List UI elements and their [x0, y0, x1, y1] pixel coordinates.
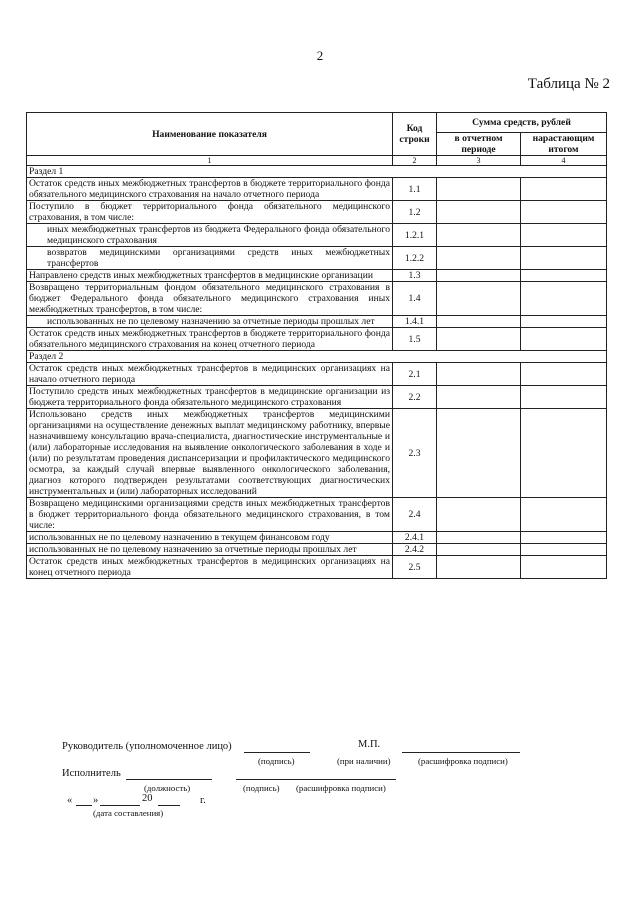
table-row [27, 282, 607, 316]
col-number: 3 [437, 156, 521, 166]
position-caption: (должность) [144, 783, 191, 793]
indicator-name: Поступило средств иных межбюджетных трансфертов в медицинские организации из бюджета территориального фонда обязательного медицинского страхования [27, 386, 393, 409]
cumulative-sum-cell [521, 201, 607, 224]
head-signature-line [244, 752, 310, 753]
indicator-name: Остаток средств иных межбюджетных трансфертов в медицинских организациях на начало отчетного периода [27, 363, 393, 386]
table-row [27, 532, 607, 544]
row-code: 2.4 [393, 498, 437, 532]
executor-label: Исполнитель [62, 768, 121, 779]
executor-signature-line [236, 779, 396, 780]
indicator-name: Остаток средств иных межбюджетных трансфертов в бюджете территориального фонда обязательного медицинского страхования на начало отчетного периода [27, 178, 393, 201]
cumulative-sum-cell [521, 544, 607, 556]
table-row [27, 498, 607, 532]
date-open-quote: « [67, 795, 73, 806]
row-code: 1.2.1 [393, 224, 437, 247]
header-cumulative: нарастающим итогом [521, 133, 607, 156]
row-code: 1.2 [393, 201, 437, 224]
col-number: 2 [393, 156, 437, 166]
table-row [27, 201, 607, 224]
date-year-prefix: 20 [142, 793, 153, 804]
table-row [27, 363, 607, 386]
cumulative-sum-cell [521, 386, 607, 409]
period-sum-cell [437, 328, 521, 351]
decoding-caption: (расшифровка подписи) [418, 756, 508, 766]
table-row [27, 316, 607, 328]
indicator-name: Возвращено территориальным фондом обязательного медицинского страхования в бюджет Федерального фонда обязательного медицинского страхования иных межбюджетных трансфертов, в том числе: [27, 282, 393, 316]
indicator-name: Поступило в бюджет территориального фонда обязательного медицинского страхования, в том числе: [27, 201, 393, 224]
period-sum-cell [437, 316, 521, 328]
indicator-name: возвратов медицинскими организациями средств иных межбюджетных трансфертов [27, 247, 393, 270]
table-row [27, 556, 607, 579]
signature-caption: (подпись) [258, 756, 295, 766]
row-code: 2.1 [393, 363, 437, 386]
mp-label: М.П. [358, 739, 381, 750]
if-any-caption: (при наличии) [337, 756, 391, 766]
executor-position-line [126, 779, 212, 780]
header-period: в отчетном периоде [437, 133, 521, 156]
period-sum-cell [437, 532, 521, 544]
table-row [27, 409, 607, 498]
period-sum-cell [437, 282, 521, 316]
indicator-name: использованных не по целевому назначению за отчетные периоды прошлых лет [27, 316, 393, 328]
indicator-name: использованных не по целевому назначению в текущем финансовом году [27, 532, 393, 544]
date-year-line [158, 805, 180, 806]
indicator-name: Использовано средств иных межбюджетных трансфертов медицинскими организациями на осуществление денежных выплат медицинскому работнику, впервые назначившему консультацию врача-специалиста, диагностические инструментальные и (или) лабораторные исследования на выявление онкологического заболевания в ходе и (или) по результатам проведения диспансеризации и профилактического медицинского осмотра, за каждый случай впервые выявленного онкологического заболевания, диагноз которого подтвержден результатами соответствующих диагностических инструментальных и (или) лабораторных исследований [27, 409, 393, 498]
indicator-name: Остаток средств иных межбюджетных трансфертов в бюджете территориального фонда обязательного медицинского страхования на конец отчетного периода [27, 328, 393, 351]
row-code: 1.1 [393, 178, 437, 201]
table-row [27, 224, 607, 247]
period-sum-cell [437, 270, 521, 282]
cumulative-sum-cell [521, 532, 607, 544]
table-row [27, 270, 607, 282]
report-table [26, 112, 607, 579]
cumulative-sum-cell [521, 409, 607, 498]
date-year-suffix: г. [200, 795, 206, 806]
cumulative-sum-cell [521, 282, 607, 316]
date-close-quote: » [93, 795, 99, 806]
cumulative-sum-cell [521, 363, 607, 386]
col-number: 1 [27, 156, 393, 166]
date-day-line [76, 805, 92, 806]
row-code: 2.3 [393, 409, 437, 498]
row-code: 1.5 [393, 328, 437, 351]
cumulative-sum-cell [521, 178, 607, 201]
row-code: 2.2 [393, 386, 437, 409]
period-sum-cell [437, 556, 521, 579]
cumulative-sum-cell [521, 556, 607, 579]
indicator-name: Направлено средств иных межбюджетных трансфертов в медицинские организации [27, 270, 393, 282]
table-row [27, 386, 607, 409]
row-code: 2.4.2 [393, 544, 437, 556]
cumulative-sum-cell [521, 224, 607, 247]
table-row [27, 178, 607, 201]
table-row [27, 544, 607, 556]
header-code: Код строки [393, 113, 437, 156]
table-row [27, 247, 607, 270]
col-number: 4 [521, 156, 607, 166]
section-row [27, 351, 607, 363]
header-sum: Сумма средств, рублей [437, 113, 607, 133]
section-title: Раздел 1 [27, 166, 607, 178]
row-code: 2.5 [393, 556, 437, 579]
indicator-name: Остаток средств иных межбюджетных трансфертов в медицинских организациях на конец отчетного периода [27, 556, 393, 579]
period-sum-cell [437, 247, 521, 270]
period-sum-cell [437, 363, 521, 386]
head-decoding-line [402, 752, 520, 753]
cumulative-sum-cell [521, 270, 607, 282]
row-code: 1.3 [393, 270, 437, 282]
cumulative-sum-cell [521, 247, 607, 270]
period-sum-cell [437, 498, 521, 532]
header-name: Наименование показателя [27, 113, 393, 156]
executor-decoding-caption: (расшифровка подписи) [296, 783, 386, 793]
indicator-name: иных межбюджетных трансфертов из бюджета Федерального фонда обязательного медицинского страхования [27, 224, 393, 247]
table-row [27, 328, 607, 351]
row-code: 1.4 [393, 282, 437, 316]
period-sum-cell [437, 178, 521, 201]
page-number: 2 [316, 48, 324, 63]
period-sum-cell [437, 386, 521, 409]
cumulative-sum-cell [521, 498, 607, 532]
row-code: 1.2.2 [393, 247, 437, 270]
table-title: Таблица № 2 [527, 76, 610, 92]
indicator-name: использованных не по целевому назначению за отчетные периоды прошлых лет [27, 544, 393, 556]
row-code: 1.4.1 [393, 316, 437, 328]
head-label: Руководитель (уполномоченное лицо) [62, 741, 232, 752]
period-sum-cell [437, 409, 521, 498]
cumulative-sum-cell [521, 328, 607, 351]
date-caption: (дата составления) [93, 808, 164, 818]
row-code: 2.4.1 [393, 532, 437, 544]
section-title: Раздел 2 [27, 351, 607, 363]
cumulative-sum-cell [521, 316, 607, 328]
period-sum-cell [437, 224, 521, 247]
date-month-line [100, 805, 140, 806]
executor-signature-caption: (подпись) [243, 783, 280, 793]
period-sum-cell [437, 544, 521, 556]
section-row [27, 166, 607, 178]
indicator-name: Возвращено медицинскими организациями средств иных межбюджетных трансфертов в бюджет территориального фонда обязательного медицинского страхования, в том числе: [27, 498, 393, 532]
period-sum-cell [437, 201, 521, 224]
